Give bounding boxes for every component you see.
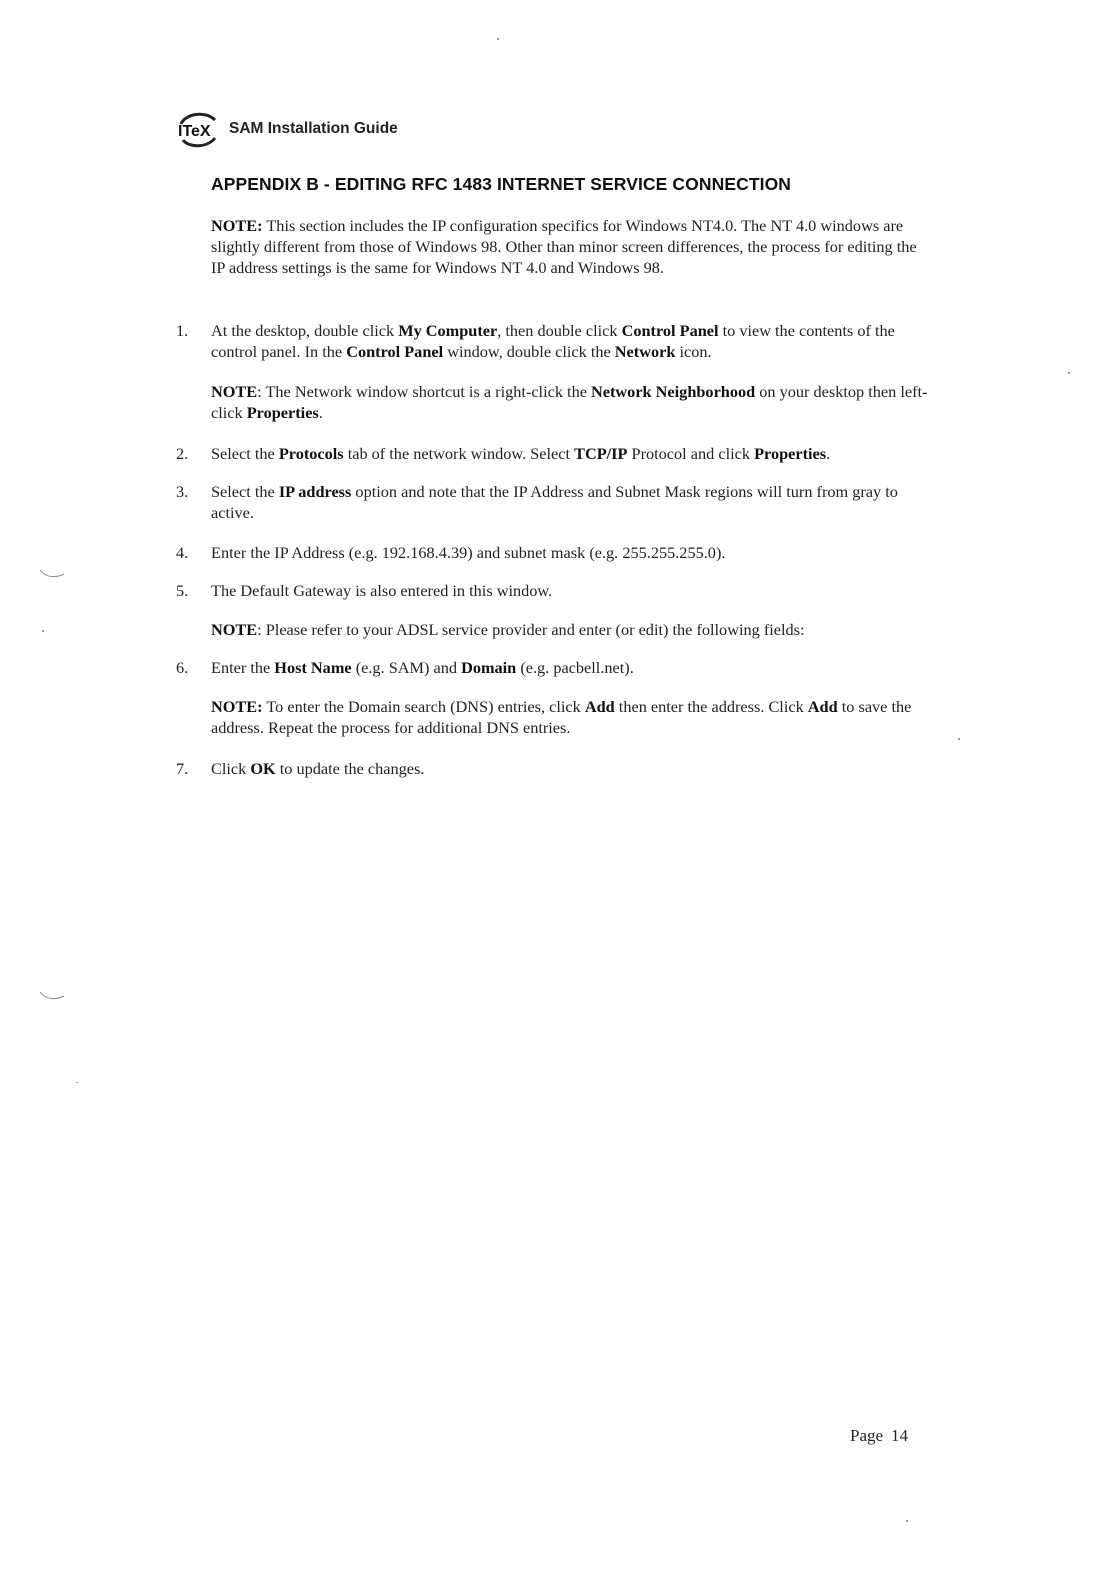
step-text: . bbox=[826, 444, 831, 463]
ui-term: Add bbox=[584, 697, 615, 716]
step-text: Select the bbox=[211, 482, 279, 501]
step-5: The Default Gateway is also entered in this window. bbox=[211, 581, 553, 600]
ui-term: OK bbox=[250, 759, 276, 778]
note-network bbox=[211, 381, 931, 423]
ui-term: Domain bbox=[461, 658, 517, 677]
ui-term: Network bbox=[614, 342, 676, 361]
ui-term: Control Panel bbox=[621, 321, 719, 340]
step-text: Select the bbox=[211, 444, 279, 463]
scan-mark bbox=[38, 566, 66, 580]
step-text: icon. bbox=[675, 342, 712, 361]
step-number: 2. bbox=[176, 444, 189, 463]
step-text: , then double click bbox=[497, 321, 622, 340]
note-text: : Please refer to your ADSL service provider and enter (or edit) the following fields: bbox=[257, 620, 805, 639]
page-number bbox=[850, 1426, 908, 1446]
note-adsl bbox=[211, 619, 931, 640]
ui-term: IP address bbox=[278, 482, 352, 501]
step-text: Click bbox=[211, 759, 251, 778]
note-text: To enter the Domain search (DNS) entries, click bbox=[262, 697, 585, 716]
scan-speck bbox=[42, 630, 44, 632]
ui-term: Add bbox=[807, 697, 838, 716]
ui-term: Protocols bbox=[278, 444, 344, 463]
step-text: option and note that the IP Address and Subnet Mask regions will turn from gray to active. bbox=[211, 482, 898, 522]
step-number: 4. bbox=[176, 543, 189, 562]
step-2 bbox=[211, 443, 941, 464]
note-label: NOTE bbox=[211, 620, 258, 639]
ui-term: TCP/IP bbox=[574, 444, 628, 463]
ui-term: Control Panel bbox=[346, 342, 444, 361]
page-label: Page bbox=[850, 1426, 884, 1445]
note-text: This section includes the IP configuration specifics for Windows NT4.0. The NT 4.0 windows are slightly different from those of Windows 98. Other than minor screen differences, the process for editing the IP address settings is the same for Windows NT 4.0 and Windows 98. bbox=[211, 216, 917, 277]
step-text: (e.g. SAM) and bbox=[351, 658, 462, 677]
step-text: At the desktop, double click bbox=[211, 321, 399, 340]
note-text: . bbox=[318, 403, 323, 422]
step-7 bbox=[211, 758, 931, 779]
note-label: NOTE bbox=[211, 382, 258, 401]
step-3 bbox=[211, 481, 931, 523]
step-text: window, double click the bbox=[443, 342, 615, 361]
note-text: to save the address. Repeat the process for additional DNS entries. bbox=[211, 697, 912, 737]
scan-speck bbox=[1068, 372, 1070, 374]
page-number-value: 14 bbox=[891, 1426, 909, 1445]
step-number: 5. bbox=[176, 581, 189, 600]
step-6 bbox=[211, 657, 931, 678]
ui-term: Properties bbox=[754, 444, 827, 463]
step-number: 1. bbox=[176, 321, 189, 340]
step-text: Enter the bbox=[211, 658, 275, 677]
note-text: on your desktop then left-click bbox=[211, 382, 928, 422]
scan-speck bbox=[958, 738, 960, 740]
ui-term: Properties bbox=[246, 403, 319, 422]
step-number: 7. bbox=[176, 759, 189, 778]
logo-text: ITeX bbox=[178, 123, 211, 140]
header-title: SAM Installation Guide bbox=[229, 120, 398, 137]
ui-term: Network Neighborhood bbox=[591, 382, 756, 401]
step-text: to update the changes. bbox=[275, 759, 425, 778]
page-header bbox=[175, 106, 398, 150]
ui-term: Host Name bbox=[274, 658, 352, 677]
step-text: (e.g. pacbell.net). bbox=[516, 658, 634, 677]
note-label: NOTE: bbox=[211, 697, 263, 716]
note-label: NOTE: bbox=[211, 216, 263, 235]
step-number: 6. bbox=[176, 658, 189, 677]
note-text: then enter the address. Click bbox=[614, 697, 808, 716]
note-intro bbox=[211, 215, 931, 278]
note-dns bbox=[211, 696, 931, 738]
step-number: 3. bbox=[176, 482, 189, 501]
scan-speck bbox=[906, 1520, 908, 1522]
step-text: Protocol and click bbox=[627, 444, 755, 463]
step-text: tab of the network window. Select bbox=[343, 444, 575, 463]
scan-speck bbox=[497, 38, 499, 40]
step-4: Enter the IP Address (e.g. 192.168.4.39) and subnet mask (e.g. 255.255.255.0). bbox=[211, 543, 726, 562]
scan-mark bbox=[38, 988, 66, 1002]
step-1 bbox=[211, 320, 931, 362]
ui-term: My Computer bbox=[398, 321, 498, 340]
scan-speck bbox=[76, 1082, 78, 1083]
note-text: : The Network window shortcut is a right-click the bbox=[257, 382, 592, 401]
itex-logo bbox=[175, 106, 223, 150]
step-text: to view the contents of the control panel. In the bbox=[211, 321, 895, 361]
section-title: APPENDIX B - EDITING RFC 1483 INTERNET SERVICE CONNECTION bbox=[211, 174, 792, 194]
